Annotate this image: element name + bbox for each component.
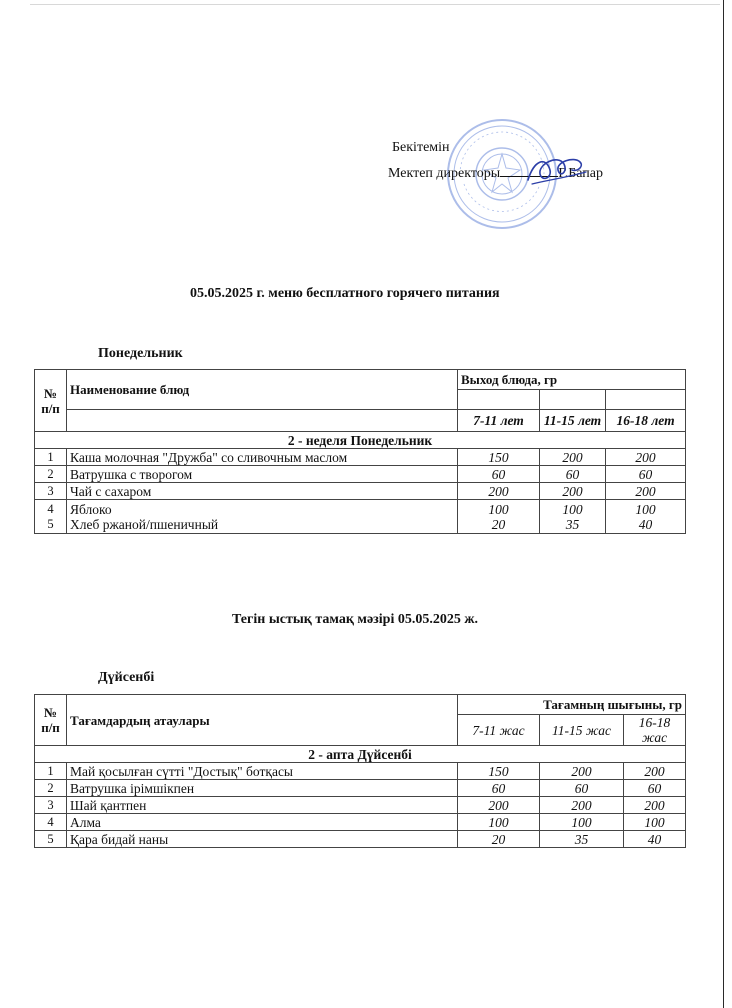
page-top-rule xyxy=(30,4,720,5)
menu-heading-kz: Тегін ыстық тамақ мәзірі 05.05.2025 ж. xyxy=(232,612,478,627)
portion-11-15: 200 xyxy=(540,763,624,780)
col-header-dish-name: Наименование блюд xyxy=(67,370,458,410)
age-group-header: 11-15 жас xyxy=(540,715,624,746)
portion-11-15-pair: 100 35 xyxy=(540,500,606,534)
portion-11-15: 200 xyxy=(540,449,606,466)
table-row xyxy=(35,831,686,848)
col-header-output: Тағамның шығыны, гр xyxy=(458,695,686,715)
portion-7-11: 100 xyxy=(458,814,540,831)
portion-11-15: 35 xyxy=(540,831,624,848)
menu-table-kz xyxy=(34,694,686,848)
portion-16-18: 200 xyxy=(624,763,686,780)
portion-7-11-pair: 100 20 xyxy=(458,500,540,534)
menu-heading-ru: 05.05.2025 г. меню бесплатного горячего питания xyxy=(190,286,500,301)
portion-16-18: 200 xyxy=(606,483,686,500)
day-label-kz: Дүйсенбі xyxy=(98,670,155,685)
dish-name: Май қосылған сүтті "Достық" ботқасы xyxy=(67,763,458,780)
row-number-pair: 4 5 xyxy=(35,500,67,534)
age-group-header: 7-11 лет xyxy=(458,410,540,432)
scan-edge-line xyxy=(723,0,724,1008)
table-row xyxy=(35,483,686,500)
col-header-dish-name: Тағамдардың атаулары xyxy=(67,695,458,746)
dish-name-pair: Яблоко Хлеб ржаной/пшеничный xyxy=(67,500,458,534)
table-row xyxy=(35,780,686,797)
portion-7-11: 150 xyxy=(458,763,540,780)
col-header-number: № п/п xyxy=(35,370,67,432)
dish-name: Ватрушка с творогом xyxy=(67,466,458,483)
portion-16-18: 100 xyxy=(624,814,686,831)
row-number: 2 xyxy=(35,780,67,797)
dish-name: Чай с сахаром xyxy=(67,483,458,500)
handwritten-signature xyxy=(524,150,590,190)
week-row: 2 - апта Дүйсенбі xyxy=(35,746,686,763)
dish-name: Қара бидай наны xyxy=(67,831,458,848)
row-number: 1 xyxy=(35,763,67,780)
table-row xyxy=(35,466,686,483)
table-row xyxy=(35,797,686,814)
dish-name: Шай қантпен xyxy=(67,797,458,814)
row-number: 1 xyxy=(35,449,67,466)
row-number: 3 xyxy=(35,797,67,814)
portion-7-11: 150 xyxy=(458,449,540,466)
day-label-ru: Понедельник xyxy=(98,346,183,361)
table-row xyxy=(35,763,686,780)
portion-16-18: 200 xyxy=(606,449,686,466)
row-number: 2 xyxy=(35,466,67,483)
portion-16-18-pair: 100 40 xyxy=(606,500,686,534)
dish-name: Каша молочная "Дружба" со сливочным маслом xyxy=(67,449,458,466)
age-group-header: 16-18 лет xyxy=(606,410,686,432)
portion-7-11: 200 xyxy=(458,483,540,500)
portion-16-18: 60 xyxy=(624,780,686,797)
portion-16-18: 200 xyxy=(624,797,686,814)
table-row xyxy=(35,814,686,831)
dish-name: Алма xyxy=(67,814,458,831)
table-row-merged xyxy=(35,500,686,534)
menu-table-ru xyxy=(34,369,686,534)
row-number: 5 xyxy=(35,831,67,848)
portion-11-15: 60 xyxy=(540,466,606,483)
director-position: Мектеп директоры xyxy=(388,166,501,181)
portion-7-11: 60 xyxy=(458,780,540,797)
portion-7-11: 60 xyxy=(458,466,540,483)
age-group-header: 16-18 жас xyxy=(624,715,686,746)
portion-7-11: 20 xyxy=(458,831,540,848)
table-row xyxy=(35,449,686,466)
portion-11-15: 200 xyxy=(540,483,606,500)
age-group-header: 11-15 лет xyxy=(540,410,606,432)
row-number: 3 xyxy=(35,483,67,500)
col-header-output: Выход блюда, гр xyxy=(458,370,686,390)
portion-16-18: 60 xyxy=(606,466,686,483)
portion-16-18: 40 xyxy=(624,831,686,848)
director-name: Г.Бапар xyxy=(558,166,604,181)
portion-11-15: 200 xyxy=(540,797,624,814)
col-header-number: № п/п xyxy=(35,695,67,746)
approval-title: Бекітемін xyxy=(392,140,450,155)
week-row: 2 - неделя Понедельник xyxy=(35,432,686,449)
portion-11-15: 100 xyxy=(540,814,624,831)
portion-11-15: 60 xyxy=(540,780,624,797)
age-group-header: 7-11 жас xyxy=(458,715,540,746)
portion-7-11: 200 xyxy=(458,797,540,814)
row-number: 4 xyxy=(35,814,67,831)
dish-name: Ватрушка ірімшікпен xyxy=(67,780,458,797)
